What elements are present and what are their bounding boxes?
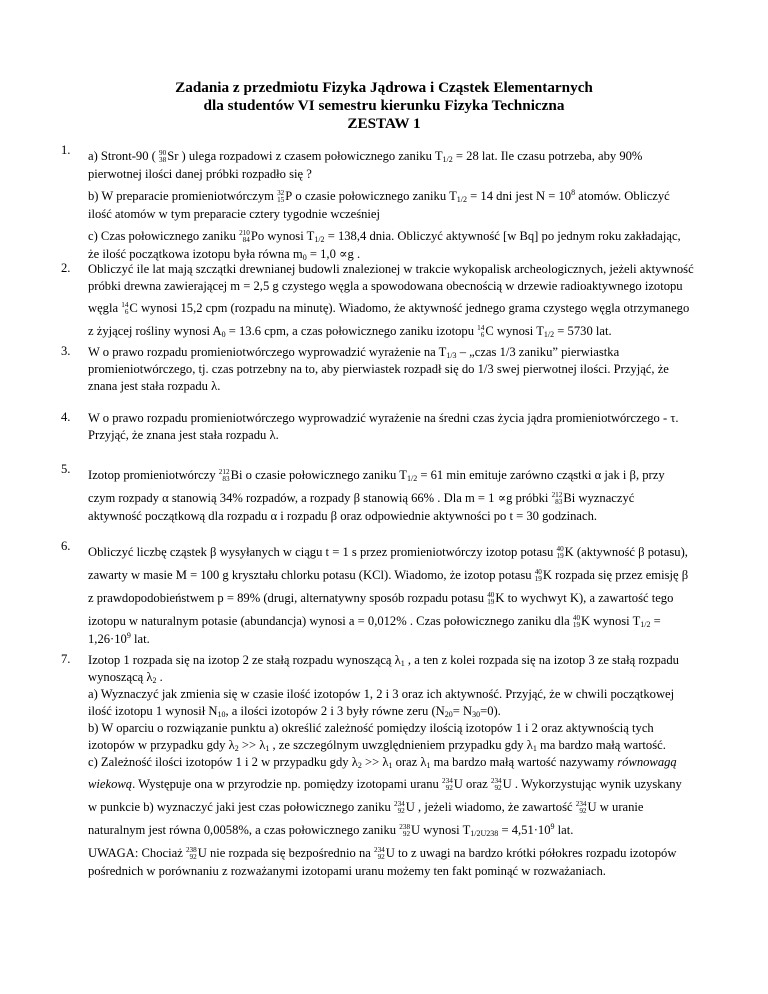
nuclide-symbol (535, 562, 552, 588)
element-symbol: U (502, 777, 512, 791)
exercise-text (88, 652, 728, 880)
exercise-number: 3. (61, 344, 71, 358)
header-title-line1: Zadania z przedmiotu Fizyka Jądrowa i Cząstek Elementarnych (175, 79, 593, 96)
mass-number: 40 (572, 614, 581, 622)
text-run: Obliczyć liczbę cząstek β wysyłanych w ciągu t = 1 s przez promieniotwórczy izotop potasu (88, 545, 557, 559)
text-run: lat. (554, 823, 574, 837)
text-line (88, 261, 728, 278)
mass-number: 90 (159, 149, 167, 157)
subscript: 2 (234, 744, 239, 753)
text-run: pierwotnej ilości danej próbki rozpadło się ? (88, 167, 312, 181)
subscript: 2 (152, 676, 157, 685)
atomic-number: 38 (159, 156, 167, 164)
subscript: 1/3 (446, 351, 457, 360)
element-symbol: Bi (563, 491, 576, 505)
text-run: , a ten z kolei rozpada się na izotop 3 ze stałą rozpadu (404, 653, 679, 667)
subscript: 1/2 (406, 474, 418, 483)
text-run: . Wykorzystując wynik uzyskany (511, 777, 682, 791)
text-run: b) W oparciu o rozwiązanie punktu a) określić zależność pomiędzy ilością izotopów 1 i 2 oraz aktywnością tych (88, 721, 654, 735)
text-line (88, 686, 728, 703)
mass-number: 234 (575, 800, 587, 808)
text-line (88, 562, 728, 585)
text-run: = 14 dni jest N = 10 (467, 189, 572, 203)
text-run: >> λ (238, 738, 266, 752)
text-run: z prawdopodobieństwem p = 89% (drugi, alternatywny sposób rozpadu potasu (88, 591, 488, 605)
subscript: 1/2 (456, 195, 467, 204)
text-line (88, 771, 728, 794)
superscript: 9 (550, 822, 555, 831)
mass-number: 212 (551, 491, 563, 499)
text-run: czym rozpady α stanowią 34% rozpadów, a rozpady β stanowią 66% . Dla m = 1 ∝g próbki (88, 491, 552, 505)
subscript: 1/2 (314, 235, 325, 244)
mass-number: 40 (487, 591, 495, 599)
italic-term: równowagą (617, 755, 677, 769)
text-run: = 28 lat. Ile czasu potrzeba, aby 90% (452, 149, 643, 163)
text-run: lat. (130, 632, 150, 646)
text-run: ma bardzo małą wartość nazywamy (430, 755, 618, 769)
text-run: próbki drewna zawierającej m = 2,5 g czystego węgla a spowodowana obecnością w drzewie radioaktywnego izotopu (88, 279, 683, 293)
text-run: nie rozpada się bezpośrednio na (206, 846, 374, 860)
element-symbol: U (587, 800, 597, 814)
text-line (88, 278, 728, 295)
text-run: 1,26·10 (88, 632, 127, 646)
text-line (88, 410, 728, 427)
text-line (88, 318, 728, 341)
text-run: >> λ (361, 755, 389, 769)
text-run: ilość atomów w tym preparacie cztery tygodnie wcześniej (88, 207, 380, 221)
text-line (88, 631, 728, 648)
atomic-number: 6 (480, 331, 485, 339)
element-symbol: K (542, 568, 552, 582)
nuclide-symbol (552, 485, 576, 511)
text-run: w punkcie b) wyznaczyć jaki jest czas połowicznego zaniku (88, 800, 394, 814)
text-line (88, 361, 728, 378)
text-run: = 5730 lat. (554, 324, 612, 338)
element-symbol: C (129, 301, 138, 315)
nuclide-symbol (121, 295, 138, 321)
text-run: ma bardzo małą wartość. (536, 738, 666, 752)
mass-number: 234 (442, 777, 453, 785)
text-run: w uranie (596, 800, 644, 814)
text-run: wynoszącą λ (88, 670, 153, 684)
text-run: z żyjącej rośliny wynosi A (88, 324, 222, 338)
text-run: to wychwyt K), a zawartość tego (504, 591, 674, 605)
atomic-number: 19 (556, 552, 564, 560)
text-line (88, 539, 728, 562)
nuclide-symbol (487, 585, 504, 611)
text-run: b) W preparacie promieniotwórczym (88, 189, 278, 203)
nuclide-symbol (442, 771, 463, 797)
subscript: 30 (472, 710, 481, 719)
text-run: wyznaczyć (575, 491, 635, 505)
element-symbol: U (385, 846, 395, 860)
italic-term: wiekową (88, 777, 133, 791)
text-run: wynosi 15,2 cpm (rozpadu na minutę). Wiadomo, że aktywność jednego grama czystego węgla otrzymanego (137, 301, 690, 315)
text-run: . (156, 670, 163, 684)
subscript: 1 (388, 761, 393, 770)
element-symbol: C (485, 324, 494, 338)
text-line (88, 817, 728, 840)
element-symbol: U (453, 777, 463, 791)
element-symbol: Po (250, 229, 265, 243)
text-line (88, 427, 728, 444)
text-run: =0). (480, 704, 501, 718)
mass-number: 238 (185, 846, 197, 854)
text-line (88, 652, 728, 669)
exercise-text (88, 462, 728, 525)
element-symbol: P (285, 189, 293, 203)
nuclide-symbol (239, 223, 264, 249)
subscript: 20 (444, 710, 453, 719)
mass-number: 40 (556, 545, 564, 553)
exercise-number: 5. (61, 462, 71, 476)
atomic-number: 92 (579, 807, 587, 815)
text-run: W o prawo rozpadu promieniotwórczego wyprowadzić wyrażenie na średni czas życia jądra promieniotwórczego - τ. (88, 411, 679, 425)
nuclide-symbol (277, 183, 292, 209)
text-run: wynosi T (590, 614, 641, 628)
mass-number: 14 (477, 324, 485, 332)
text-run: Izotop 1 rozpada się na izotop 2 ze stałą rozpadu wynoszącą λ (88, 653, 401, 667)
text-line (88, 143, 728, 166)
text-line (88, 608, 728, 631)
element-symbol: Bi (230, 468, 243, 482)
text-run: = 61 min emituje zarówno cząstki α jak i β, przy (417, 468, 665, 482)
exercise-number: 7. (61, 652, 71, 666)
atomic-number: 92 (377, 853, 385, 861)
exercise-text (88, 344, 728, 395)
exercise-text (88, 261, 728, 341)
text-run: W o prawo rozpadu promieniotwórczego wyprowadzić wyrażenie na T (88, 345, 447, 359)
subscript: 2 (357, 761, 362, 770)
atomic-number: 92 (494, 784, 502, 792)
superscript: 8 (571, 188, 576, 197)
atomic-number: 19 (534, 575, 542, 583)
subscript: 1 (532, 744, 537, 753)
text-run: . Występuje ona w przyrodzie np. pomiędzy izotopami uranu (132, 777, 442, 791)
atomic-number: 92 (189, 853, 197, 861)
mass-number: 212 (218, 468, 230, 476)
element-symbol: U (411, 823, 421, 837)
text-run: węgla (88, 301, 122, 315)
nuclide-symbol (159, 143, 178, 169)
exercise-number: 2. (61, 261, 71, 275)
subscript: 1/2 (640, 620, 651, 629)
exercise-number: 6. (61, 539, 71, 553)
document-header (0, 79, 768, 133)
text-line (88, 223, 728, 246)
subscript: 1 (426, 761, 431, 770)
text-line (88, 508, 728, 525)
mass-number: 210 (239, 229, 250, 237)
header-title-line3: ZESTAW 1 (347, 115, 421, 132)
text-run: a) Wyznaczyć jak zmienia się w czasie ilość izotopów 1, 2 i 3 oraz ich aktywność. Przyjąć, że w chwili początkowej (88, 687, 675, 701)
text-line (88, 206, 728, 223)
text-run: rozpada się przez emisję β (552, 568, 689, 582)
mass-number: 234 (393, 800, 405, 808)
mass-number: 32 (277, 189, 285, 197)
mass-number: 40 (534, 568, 542, 576)
text-run: = 138,4 dnia. Obliczyć aktywność [w Bq] po jednym roku zakładając, (324, 229, 681, 243)
mass-number: 234 (373, 846, 385, 854)
text-run: = 1,0 ∝g . (306, 247, 361, 261)
mass-number: 238 (399, 823, 411, 831)
subscript: 1/2U238 (470, 829, 499, 838)
text-run: ) ulega rozpadowi z czasem połowicznego zaniku T (178, 149, 443, 163)
text-run: = (650, 614, 661, 628)
element-symbol: U (197, 846, 207, 860)
text-run: wynosi T (493, 324, 544, 338)
nuclide-symbol (477, 318, 494, 344)
text-run: Przyjąć, że znana jest stała rozpadu λ. (88, 428, 279, 442)
text-run: c) Zależność ilości izotopów 1 i 2 w przypadku gdy λ (88, 755, 358, 769)
exercise-text (88, 539, 728, 648)
text-run: oraz λ (392, 755, 427, 769)
text-run: , a ilości izotopów 2 i 3 były równe zeru (N (225, 704, 445, 718)
subscript: 0 (221, 330, 226, 339)
nuclide-symbol (556, 539, 573, 565)
header-title-line2: dla studentów VI semestru kierunku Fizyka Techniczna (203, 97, 565, 114)
atomic-number: 15 (277, 196, 285, 204)
text-line (88, 485, 728, 508)
text-run: = N (452, 704, 473, 718)
atomic-number: 92 (445, 784, 453, 792)
text-line (88, 754, 728, 771)
atomic-number: 6 (124, 308, 129, 316)
subscript: 1/2 (543, 330, 555, 339)
text-line (88, 863, 728, 880)
text-run: izotopów w przypadku gdy λ (88, 738, 235, 752)
atomic-number: 19 (572, 621, 581, 629)
nuclide-symbol (573, 608, 590, 634)
exercise-text (88, 410, 728, 444)
element-symbol: U (405, 800, 415, 814)
text-run: znana jest stała rozpadu λ. (88, 379, 221, 393)
text-line (88, 840, 728, 863)
exercise-number: 1. (61, 143, 71, 157)
text-run: , jeżeli wiadomo, że zawartość (414, 800, 576, 814)
atomic-number: 92 (402, 830, 411, 838)
text-run: atomów. Obliczyć (575, 189, 670, 203)
text-run: aktywność początkową dla rozpadu α i rozpadu β oraz odpowiednie aktywności po t = 30 godzinach. (88, 509, 598, 523)
subscript: 10 (217, 710, 226, 719)
exercise-number: 4. (61, 410, 71, 424)
nuclide-symbol (491, 771, 512, 797)
text-run: wynosi T (420, 823, 471, 837)
text-line (88, 794, 728, 817)
exercise-text (88, 143, 728, 263)
text-run: ilość izotopu 1 wynosił N (88, 704, 218, 718)
text-run: że ilość początkowa izotopu była równa m (88, 247, 303, 261)
text-run: = 13.6 cpm, a czas połowicznego zaniku izotopu (225, 324, 478, 338)
nuclide-symbol (186, 840, 207, 866)
element-symbol: K (581, 614, 591, 628)
text-line (88, 737, 728, 754)
atomic-number: 83 (555, 498, 563, 506)
atomic-number: 83 (222, 475, 230, 483)
subscript: 1 (265, 744, 270, 753)
text-line (88, 669, 728, 686)
text-run: izotopu w naturalnym potasie (abundancja) wynosi a = 0,012% . Czas połowicznego zaniku dla (88, 614, 573, 628)
text-run: promieniotwórczego, tj. czas potrzebny na to, aby pierwiastek rozpadł się do 1/3 swej pierwotnej ilości. Przyjąć, że (88, 362, 669, 376)
text-run: – „czas 1/3 zaniku” pierwiastka (456, 345, 620, 359)
text-line (88, 378, 728, 395)
mass-number: 14 (121, 301, 129, 309)
text-run: = 4,51·10 (498, 823, 551, 837)
text-line (88, 166, 728, 183)
nuclide-symbol (219, 462, 243, 488)
text-line (88, 585, 728, 608)
text-line (88, 720, 728, 737)
subscript: 1 (400, 659, 405, 668)
text-run: a) Stront-90 ( (88, 149, 159, 163)
atomic-number: 92 (397, 807, 405, 815)
text-run: Obliczyć ile lat mają szczątki drewnianej budowli znalezionej w trakcie wykopalisk archeologicznych, jeżeli aktywność (88, 262, 694, 276)
subscript: 0 (302, 253, 307, 262)
text-run: c) Czas połowicznego zaniku (88, 229, 240, 243)
element-symbol: Sr (167, 149, 179, 163)
text-line (88, 344, 728, 361)
text-run: wynosi T (264, 229, 315, 243)
text-line (88, 462, 728, 485)
atomic-number: 19 (487, 598, 495, 606)
element-symbol: K (495, 591, 505, 605)
atomic-number: 84 (242, 236, 250, 244)
text-line (88, 703, 728, 720)
nuclide-symbol (399, 817, 420, 843)
nuclide-symbol (374, 840, 395, 866)
text-run: o czasie połowicznego zaniku T (242, 468, 407, 482)
text-run: zawarty w masie M = 100 g kryształu chlorku potasu (KCl). Wiadomo, że izotop potasu (88, 568, 535, 582)
text-run: UWAGA: Chociaż (88, 846, 186, 860)
text-run: pośrednich w porównaniu z rozważanymi izotopami uranu możemy ten fakt pominąć w rozważaniach. (88, 864, 606, 878)
text-run: o czasie połowicznego zaniku T (292, 189, 457, 203)
text-run: naturalnym jest równa 0,0058%, a czas połowicznego zaniku (88, 823, 400, 837)
subscript: 1/2 (442, 155, 453, 164)
superscript: 9 (126, 631, 131, 640)
text-run: , ze szczególnym uwzględnieniem przypadku gdy λ (269, 738, 533, 752)
text-run: oraz (462, 777, 491, 791)
text-run: to z uwagi na bardzo krótki półokres rozpadu izotopów (394, 846, 677, 860)
text-line (88, 183, 728, 206)
text-run: (aktywność β potasu), (573, 545, 688, 559)
text-run: Izotop promieniotwórczy (88, 468, 219, 482)
element-symbol: K (564, 545, 574, 559)
nuclide-symbol (576, 794, 597, 820)
text-line (88, 295, 728, 318)
mass-number: 234 (490, 777, 502, 785)
